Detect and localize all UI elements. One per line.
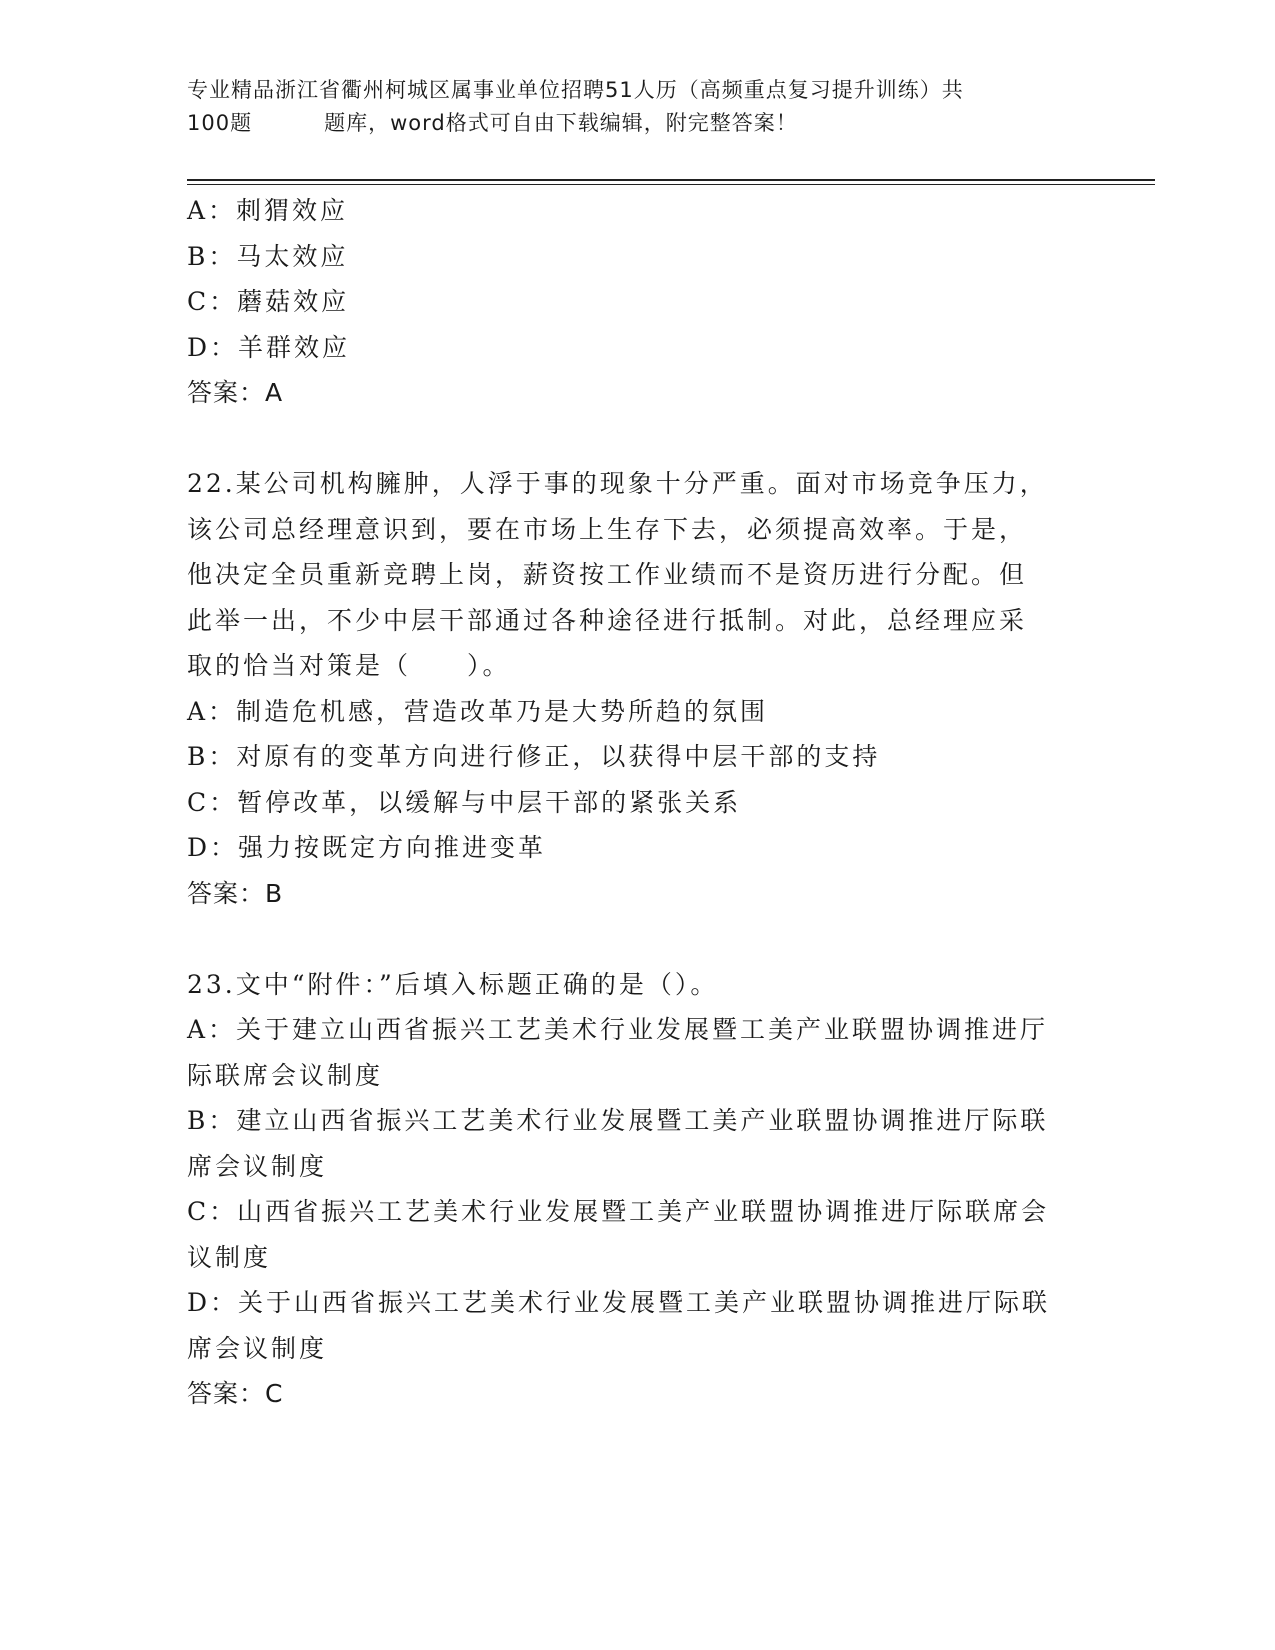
question-stem-line: 23.文中“附件：”后填入标题正确的是（）。 [187,969,719,999]
option-c: C：山西省振兴工艺美术行业发展暨工美产业联盟协调推进厅际联席会 [187,1197,1050,1226]
option-c: C：蘑菇效应 [187,287,350,316]
question-23 [187,962,1087,1417]
answer-line: 答案：B [187,878,284,908]
document-header [187,74,1087,140]
question-stem-line: 该公司总经理意识到，要在市场上生存下去，必须提高效率。于是， [187,514,1028,544]
question-stem-line: 取的恰当对策是（ ）。 [187,651,511,680]
answer-line: 答案：C [187,1379,284,1408]
header-line-2-left: 100题 [187,111,253,135]
option-d: D：关于山西省振兴工艺美术行业发展暨工美产业联盟协调推进厅际联 [187,1288,1051,1317]
option-d-continued: 席会议制度 [187,1333,328,1363]
option-a-continued: 际联席会议制度 [187,1060,384,1090]
question-stem-line: 22.某公司机构臃肿，人浮于事的现象十分严重。面对市场竞争压力， [187,469,1048,498]
question-21 [187,188,1087,416]
spacer [187,916,1087,962]
option-a: A：关于建立山西省振兴工艺美术行业发展暨工美产业联盟协调推进厅 [187,1015,1049,1044]
answer-line: 答案：A [187,378,284,407]
option-d: D：强力按既定方向推进变革 [187,833,547,862]
header-line-2-right: 题库，word格式可自由下载编辑，附完整答案！ [324,111,798,135]
spacer [187,416,1087,462]
option-d: D：羊群效应 [187,332,351,362]
question-stem-line: 此举一出，不少中层干部通过各种途径进行抵制。对此，总经理应采 [187,605,1028,635]
option-a: A：制造危机感，营造改革乃是大势所趋的氛围 [187,696,769,726]
option-c-continued: 议制度 [187,1242,272,1272]
option-b: B：马太效应 [187,241,349,271]
question-stem-line: 他决定全员重新竞聘上岗，薪资按工作业绩而不是资历进行分配。但 [187,560,1028,589]
question-22 [187,461,1087,916]
header-line-2 [187,107,1087,140]
option-c: C：暂停改革，以缓解与中层干部的紧张关系 [187,787,742,817]
header-rule-thick [187,179,1155,181]
option-a: A：刺猬效应 [187,196,349,225]
option-b-continued: 席会议制度 [187,1151,328,1181]
option-b: B：对原有的变革方向进行修正，以获得中层干部的支持 [187,742,881,771]
document-body [187,188,1087,1417]
option-b: B：建立山西省振兴工艺美术行业发展暨工美产业联盟协调推进厅际联 [187,1106,1049,1135]
header-line-1: 专业精品浙江省衢州柯城区属事业单位招聘51人历（高频重点复习提升训练）共 [187,78,964,102]
header-rule-thin [187,184,1155,185]
